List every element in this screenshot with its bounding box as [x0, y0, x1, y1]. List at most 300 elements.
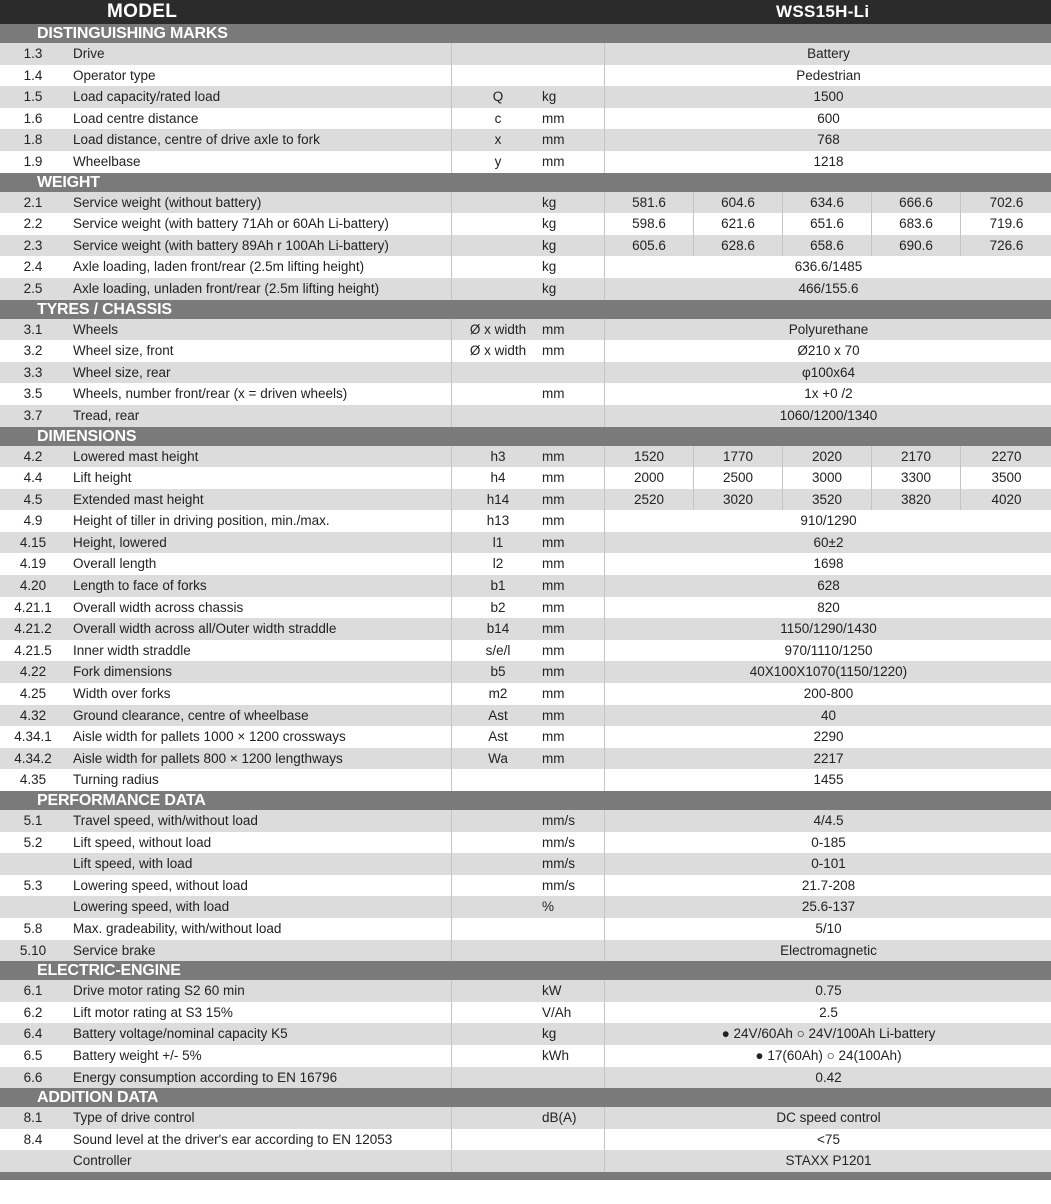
table-row — [0, 748, 1051, 770]
row-value: 5/10 — [604, 918, 1051, 940]
row-unit: mm — [542, 343, 565, 359]
row-description: Load centre distance — [73, 110, 199, 126]
row-description: Wheels, number front/rear (x = driven wheels) — [73, 386, 348, 402]
table-row — [0, 1129, 1051, 1151]
row-number: 6.1 — [23, 983, 43, 999]
row-value-variant: 3520 — [782, 489, 871, 511]
row-value: 910/1290 — [604, 510, 1051, 532]
row-value: ● 17(60Ah) ○ 24(100Ah) — [604, 1045, 1051, 1067]
row-value: 40X100X1070(1150/1220) — [604, 661, 1051, 683]
row-symbol — [451, 383, 544, 405]
row-symbol: s/e/l — [451, 640, 544, 662]
row-value: 628 — [604, 575, 1051, 597]
row-unit — [542, 65, 604, 87]
row-value-variant: 651.6 — [782, 213, 871, 235]
table-row — [0, 575, 1051, 597]
table-row — [0, 467, 1051, 489]
model-name: WSS15H-Li — [776, 2, 870, 21]
row-unit: kWh — [542, 1047, 569, 1063]
table-row — [0, 940, 1051, 962]
row-description: Lowering speed, without load — [73, 877, 248, 893]
row-number: 4.9 — [23, 513, 43, 529]
row-symbol — [451, 405, 544, 427]
table-row — [0, 1002, 1051, 1024]
section-title: WEIGHT — [37, 173, 100, 191]
table-row — [0, 235, 1051, 257]
row-number: 6.2 — [23, 1004, 43, 1020]
row-description: Overall width across all/Outer width straddle — [73, 621, 337, 637]
row-symbol: b14 — [451, 618, 544, 640]
section-title: DISTINGUISHING MARKS — [37, 25, 228, 42]
row-unit: mm/s — [542, 813, 575, 828]
row-number: 4.21.1 — [14, 599, 52, 615]
row-value: Ø210 x 70 — [604, 340, 1051, 362]
row-description: Overall width across chassis — [73, 599, 244, 615]
table-row — [0, 1150, 1051, 1172]
row-value-variant: 683.6 — [871, 213, 960, 235]
row-number: 3.3 — [23, 364, 43, 380]
row-number: 4.21.2 — [14, 621, 52, 637]
row-description: Inner width straddle — [73, 642, 191, 658]
row-number: 4.19 — [19, 556, 47, 572]
row-value-variant: 2020 — [782, 446, 871, 468]
table-row — [0, 446, 1051, 468]
row-value-variant: 2500 — [693, 467, 782, 489]
row-value-variant: 605.6 — [604, 235, 693, 257]
row-unit — [542, 918, 604, 940]
table-row — [0, 340, 1051, 362]
row-description: Lowered mast height — [73, 448, 199, 464]
row-unit — [542, 1067, 604, 1089]
section-title: DIMENSIONS — [37, 427, 137, 445]
row-unit: kg — [542, 237, 557, 253]
row-unit — [542, 43, 604, 65]
row-value-variant: 628.6 — [693, 235, 782, 257]
row-unit: kg — [542, 259, 557, 275]
table-row — [0, 383, 1051, 405]
row-value: 1060/1200/1340 — [604, 405, 1051, 427]
row-value: 1218 — [604, 151, 1051, 173]
section-header — [0, 791, 1051, 810]
row-symbol: h4 — [451, 467, 544, 489]
row-symbol: Q — [451, 86, 544, 108]
table-row — [0, 278, 1051, 300]
row-value: Battery — [604, 43, 1051, 65]
row-value-variant: 2270 — [960, 446, 1051, 468]
table-row — [0, 832, 1051, 854]
row-number: 4.2 — [23, 448, 43, 464]
row-description: Travel speed, with/without load — [73, 813, 258, 828]
row-symbol — [451, 896, 544, 918]
row-value: 2217 — [604, 748, 1051, 770]
row-value: 60±2 — [604, 532, 1051, 554]
row-description: Length to face of forks — [73, 578, 207, 594]
row-unit: mm — [542, 750, 565, 766]
row-number: 4.4 — [23, 470, 43, 486]
row-value: 970/1110/1250 — [604, 640, 1051, 662]
row-value-variant: 3300 — [871, 467, 960, 489]
table-row — [0, 43, 1051, 65]
row-symbol — [451, 1150, 544, 1172]
row-description: Axle loading, unladen front/rear (2.5m lifting height) — [73, 280, 380, 296]
row-unit: mm — [542, 686, 565, 702]
row-description: Operator type — [73, 67, 156, 83]
row-value: 0-185 — [604, 832, 1051, 854]
row-symbol — [451, 235, 544, 257]
row-number: 3.7 — [23, 407, 43, 423]
row-description: Max. gradeability, with/without load — [73, 920, 282, 936]
table-row — [0, 405, 1051, 427]
row-symbol: x — [451, 129, 544, 151]
row-number: 2.4 — [23, 259, 43, 275]
row-number: 6.5 — [23, 1047, 43, 1063]
row-number: 1.9 — [23, 153, 43, 169]
section-header — [0, 24, 1051, 43]
table-row — [0, 319, 1051, 341]
row-value-variant: 3500 — [960, 467, 1051, 489]
row-symbol — [451, 1002, 544, 1024]
row-symbol: b1 — [451, 575, 544, 597]
row-description: Type of drive control — [73, 1110, 195, 1126]
table-row — [0, 151, 1051, 173]
row-value: 0.75 — [604, 980, 1051, 1002]
table-row — [0, 810, 1051, 832]
row-value: 21.7-208 — [604, 875, 1051, 897]
section-header — [0, 961, 1051, 980]
row-unit: mm/s — [542, 856, 575, 872]
row-description: Width over forks — [73, 686, 171, 702]
row-value-variant: 3020 — [693, 489, 782, 511]
table-row — [0, 532, 1051, 554]
row-unit: mm — [542, 132, 565, 148]
row-unit: kW — [542, 983, 562, 999]
row-value: 0.42 — [604, 1067, 1051, 1089]
row-unit: mm — [542, 321, 565, 337]
table-row — [0, 1023, 1051, 1045]
table-row — [0, 918, 1051, 940]
row-number: 1.4 — [23, 67, 43, 83]
table-row — [0, 213, 1051, 235]
table-row — [0, 769, 1051, 791]
table-row — [0, 705, 1051, 727]
row-value-variant: 2000 — [604, 467, 693, 489]
row-number: 6.6 — [23, 1069, 43, 1085]
row-unit: mm — [542, 599, 565, 615]
table-row — [0, 1107, 1051, 1129]
table-row — [0, 362, 1051, 384]
row-description: Fork dimensions — [73, 664, 173, 680]
row-value: DC speed control — [604, 1107, 1051, 1129]
row-number: 5.8 — [23, 920, 43, 936]
row-value-variant: 2520 — [604, 489, 693, 511]
row-symbol: Ast — [451, 726, 544, 748]
row-value: Pedestrian — [604, 65, 1051, 87]
row-number: 6.4 — [23, 1026, 43, 1042]
row-number: 5.1 — [23, 813, 43, 828]
row-description: Controller — [73, 1153, 132, 1169]
row-unit: kg — [542, 1026, 557, 1042]
row-unit: kg — [542, 216, 557, 232]
row-description: Turning radius — [73, 772, 159, 788]
row-unit: mm — [542, 534, 565, 550]
row-value-variant: 3000 — [782, 467, 871, 489]
row-description: Height, lowered — [73, 534, 167, 550]
row-unit: mm — [542, 729, 565, 745]
row-symbol — [451, 832, 544, 854]
row-description: Wheel size, front — [73, 343, 174, 359]
row-unit: mm — [542, 642, 565, 658]
row-number: 4.35 — [19, 772, 47, 788]
row-unit: mm — [542, 110, 565, 126]
row-number: 2.2 — [23, 216, 43, 232]
row-symbol — [451, 1045, 544, 1067]
row-number: 1.6 — [23, 110, 43, 126]
row-number: 2.3 — [23, 237, 43, 253]
row-symbol: b5 — [451, 661, 544, 683]
table-row — [0, 726, 1051, 748]
row-unit: dB(A) — [542, 1110, 577, 1126]
row-number: 1.5 — [23, 89, 43, 105]
table-row — [0, 489, 1051, 511]
row-unit — [542, 362, 604, 384]
section-header — [0, 427, 1051, 446]
table-row — [0, 597, 1051, 619]
row-value: 2290 — [604, 726, 1051, 748]
row-value: 1455 — [604, 769, 1051, 791]
table-row — [0, 980, 1051, 1002]
row-symbol — [451, 65, 544, 87]
row-number: 8.4 — [23, 1131, 43, 1147]
row-number: 4.22 — [19, 664, 47, 680]
row-symbol — [451, 810, 544, 832]
row-number: 4.34.2 — [14, 750, 52, 766]
row-symbol: Ast — [451, 705, 544, 727]
row-value: Electromagnetic — [604, 940, 1051, 962]
row-description: Wheel size, rear — [73, 364, 171, 380]
row-unit — [542, 405, 604, 427]
row-value: 768 — [604, 129, 1051, 151]
row-description: Service brake — [73, 942, 156, 958]
row-value-variant: 719.6 — [960, 213, 1051, 235]
row-symbol — [451, 853, 544, 875]
row-unit: mm — [542, 153, 565, 169]
table-row — [0, 683, 1051, 705]
table-row — [0, 108, 1051, 130]
row-value: 636.6/1485 — [604, 256, 1051, 278]
row-description: Lift height — [73, 470, 132, 486]
row-value-variant: 1520 — [604, 446, 693, 468]
row-number — [0, 1150, 66, 1172]
section-title: ADDITION DATA — [37, 1089, 159, 1107]
section-title: ELECTRIC-ENGINE — [37, 962, 181, 980]
row-number: 1.8 — [23, 132, 43, 148]
row-unit: mm — [542, 556, 565, 572]
row-unit: mm — [542, 578, 565, 594]
row-unit: mm — [542, 448, 565, 464]
row-value: 1500 — [604, 86, 1051, 108]
table-row — [0, 853, 1051, 875]
row-symbol — [451, 940, 544, 962]
row-description: Service weight (with battery 89Ah r 100Ah Li-battery) — [73, 237, 389, 253]
row-unit: mm/s — [542, 834, 575, 850]
row-number: 4.32 — [19, 707, 47, 723]
row-symbol: b2 — [451, 597, 544, 619]
row-value: 0-101 — [604, 853, 1051, 875]
row-unit: mm — [542, 513, 565, 529]
row-symbol: y — [451, 151, 544, 173]
row-symbol — [451, 1067, 544, 1089]
row-number: 2.5 — [23, 280, 43, 296]
row-description: Service weight (without battery) — [73, 194, 262, 210]
row-value: 25.6-137 — [604, 896, 1051, 918]
row-number — [0, 853, 66, 875]
model-header — [0, 0, 1051, 24]
row-description: Drive motor rating S2 60 min — [73, 983, 245, 999]
table-row — [0, 640, 1051, 662]
row-value-variant: 604.6 — [693, 192, 782, 214]
row-symbol — [451, 1107, 544, 1129]
row-symbol — [451, 362, 544, 384]
row-symbol — [451, 1023, 544, 1045]
row-unit: mm — [542, 491, 565, 507]
row-description: Sound level at the driver's ear according to EN 12053 — [73, 1131, 393, 1147]
row-value-variant: 658.6 — [782, 235, 871, 257]
section-title: TYRES / CHASSIS — [37, 300, 172, 318]
row-description: Aisle width for pallets 800 × 1200 lengthways — [73, 750, 343, 766]
row-description: Lift speed, with load — [73, 856, 193, 872]
row-description: Load capacity/rated load — [73, 89, 221, 105]
row-value: 200-800 — [604, 683, 1051, 705]
row-value: Polyurethane — [604, 319, 1051, 341]
row-description: Height of tiller in driving position, min./max. — [73, 513, 330, 529]
table-row — [0, 129, 1051, 151]
row-unit: kg — [542, 89, 557, 105]
row-description: Load distance, centre of drive axle to fork — [73, 132, 320, 148]
row-value-variant: 726.6 — [960, 235, 1051, 257]
row-symbol — [451, 980, 544, 1002]
row-number: 3.5 — [23, 386, 43, 402]
row-number: 5.10 — [19, 942, 47, 958]
table-row — [0, 875, 1051, 897]
row-unit: mm — [542, 664, 565, 680]
row-number: 4.5 — [23, 491, 43, 507]
row-description: Drive — [73, 46, 105, 61]
row-value: 600 — [604, 108, 1051, 130]
row-symbol — [451, 875, 544, 897]
row-number: 5.3 — [23, 877, 43, 893]
row-number: 4.25 — [19, 686, 47, 702]
row-description: Axle loading, laden front/rear (2.5m lifting height) — [73, 259, 365, 275]
row-symbol — [451, 918, 544, 940]
row-value: 466/155.6 — [604, 278, 1051, 300]
row-value: 1698 — [604, 553, 1051, 575]
row-value-variant: 1770 — [693, 446, 782, 468]
row-symbol: h3 — [451, 446, 544, 468]
row-unit: % — [542, 899, 555, 915]
row-description: Battery voltage/nominal capacity K5 — [73, 1026, 288, 1042]
table-row — [0, 510, 1051, 532]
section-title: PERFORMANCE DATA — [37, 792, 206, 809]
section-header — [0, 1088, 1051, 1107]
table-row — [0, 192, 1051, 214]
row-description: Lift speed, without load — [73, 834, 212, 850]
row-value: 820 — [604, 597, 1051, 619]
row-unit: kg — [542, 194, 557, 210]
row-value-variant: 598.6 — [604, 213, 693, 235]
row-number: 1.3 — [23, 46, 43, 61]
row-symbol: Wa — [451, 748, 544, 770]
section-header — [0, 173, 1051, 192]
row-symbol: m2 — [451, 683, 544, 705]
table-row — [0, 618, 1051, 640]
row-description: Lift motor rating at S3 15% — [73, 1004, 233, 1020]
row-symbol — [451, 278, 544, 300]
row-value-variant: 4020 — [960, 489, 1051, 511]
row-description: Wheels — [73, 321, 119, 337]
row-value: 1150/1290/1430 — [604, 618, 1051, 640]
row-value: 40 — [604, 705, 1051, 727]
row-symbol — [451, 213, 544, 235]
table-row — [0, 553, 1051, 575]
section-header — [0, 300, 1051, 319]
row-unit: mm — [542, 386, 565, 402]
row-description: Overall length — [73, 556, 157, 572]
row-unit: mm — [542, 707, 565, 723]
row-symbol: l1 — [451, 532, 544, 554]
row-symbol — [451, 192, 544, 214]
spec-table — [0, 24, 1051, 1172]
row-unit — [542, 1129, 604, 1151]
row-number: 5.2 — [23, 834, 43, 850]
row-description: Service weight (with battery 71Ah or 60Ah Li-battery) — [73, 216, 389, 232]
row-number: 2.1 — [23, 194, 43, 210]
row-number: 4.20 — [19, 578, 47, 594]
row-unit: kg — [542, 280, 557, 296]
row-value: <75 — [604, 1129, 1051, 1151]
row-unit: mm/s — [542, 877, 575, 893]
row-description: Aisle width for pallets 1000 × 1200 crossways — [73, 729, 346, 745]
table-row — [0, 86, 1051, 108]
row-symbol: Ø x width — [451, 319, 544, 341]
row-number: 3.2 — [23, 343, 43, 359]
row-value: φ100x64 — [604, 362, 1051, 384]
table-row — [0, 1067, 1051, 1089]
row-symbol: h13 — [451, 510, 544, 532]
row-description: Energy consumption according to EN 16796 — [73, 1069, 338, 1085]
row-description: Tread, rear — [73, 407, 140, 423]
row-value: ● 24V/60Ah ○ 24V/100Ah Li-battery — [604, 1023, 1051, 1045]
row-value-variant: 690.6 — [871, 235, 960, 257]
row-description: Ground clearance, centre of wheelbase — [73, 707, 309, 723]
row-symbol: Ø x width — [451, 340, 544, 362]
row-number: 3.1 — [23, 321, 43, 337]
row-value-variant: 634.6 — [782, 192, 871, 214]
table-row — [0, 1045, 1051, 1067]
row-symbol: c — [451, 108, 544, 130]
table-row — [0, 896, 1051, 918]
table-row — [0, 661, 1051, 683]
row-symbol: l2 — [451, 553, 544, 575]
row-number — [0, 896, 66, 918]
row-description: Lowering speed, with load — [73, 899, 230, 915]
table-row — [0, 256, 1051, 278]
row-value-variant: 581.6 — [604, 192, 693, 214]
row-number: 8.1 — [23, 1110, 43, 1126]
row-value: 2.5 — [604, 1002, 1051, 1024]
row-symbol — [451, 256, 544, 278]
row-number: 4.15 — [19, 534, 47, 550]
row-value: 4/4.5 — [604, 810, 1051, 832]
